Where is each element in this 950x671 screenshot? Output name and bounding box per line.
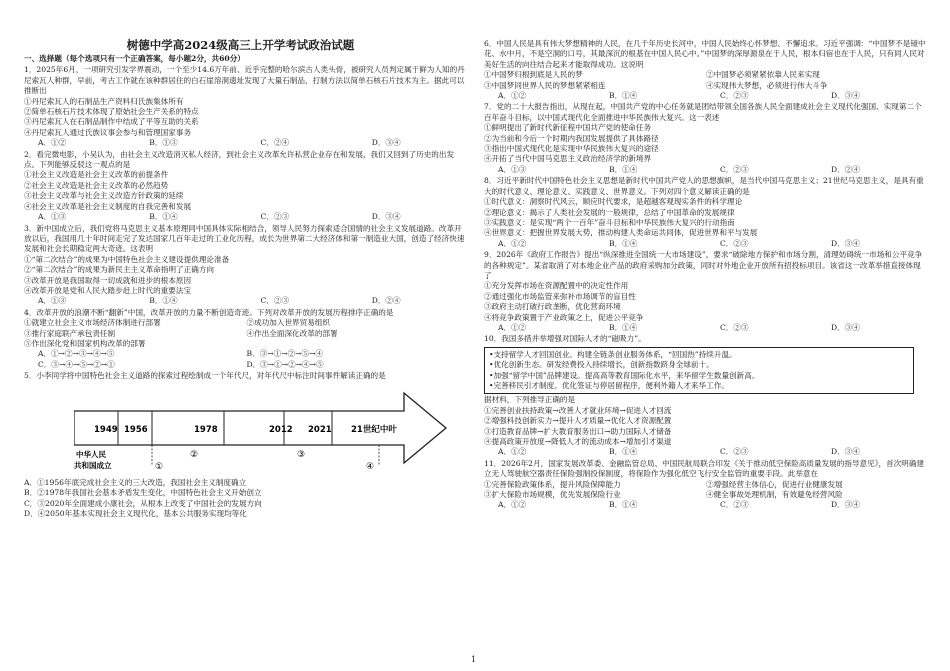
statement: ②为当前和今后一个时期内我国发展提供了具体路径	[484, 133, 659, 143]
statement: ③实践意义：是实现“两个一百年”奋斗目标和中华民族伟大复兴的行动指南	[484, 217, 735, 227]
option-d: D．③④	[831, 238, 860, 248]
option-b: B．①④	[609, 238, 638, 248]
answer-options	[484, 91, 928, 101]
option-d: D．③④	[831, 500, 860, 510]
statement: ①完善保险政策体系，提升风险保障能力	[484, 479, 621, 489]
question-stem: 3．新中国成立后，我们党将马克思主义基本原理同中国具体实际相结合，领导人民努力探索适合国情的社会主义发展道路。改革开放以后，我国用几十年时间走完了发达国家几百年走过的工业化历程，成长为世界第二大经济体和第一制造业大国，创造了经济快速发展和社会长期稳定两大奇迹。这表明	[24, 223, 465, 254]
timeline-year: 21世纪中叶	[351, 424, 397, 435]
question-4	[24, 308, 469, 370]
answer-options	[484, 500, 928, 510]
statement: ④丹尼索瓦人通过氏族议事会参与和管理国家事务	[24, 127, 192, 137]
statement: ②通过强化市场监管来弥补市场调节的盲目性	[484, 291, 636, 301]
timeline-year: 1956	[124, 424, 148, 435]
timeline-year: 2021	[308, 424, 332, 435]
statement: ③推行家庭联产承包责任制	[24, 328, 116, 338]
option-a: A．①②	[498, 500, 527, 510]
statement-grid	[24, 318, 469, 339]
option-c: C．②③	[720, 500, 749, 510]
answer-option: B．②1978年我国社会基本矛盾发生变化，中国特色社会主义开始创立	[24, 488, 262, 498]
option-d: D．③→①→②→④→⑤	[246, 359, 324, 369]
answer-options	[24, 349, 469, 370]
material-item: •支持留学人才回国创业。构建全链条创业服务体系，“回国热”持续升温。	[489, 349, 737, 359]
option-c: C．②③	[260, 296, 290, 306]
timeline-marker: ④	[366, 461, 375, 472]
option-b: B．①④	[149, 212, 178, 222]
question-3	[24, 224, 469, 307]
statement: ①完善创业扶持政策→改善人才就业环境→促进人才回流	[484, 405, 672, 415]
option-d: D．③④	[371, 212, 401, 222]
section-heading: 一、选择题（每个选项只有一个正确答案，每小题2分，共60分）	[24, 54, 245, 63]
material-box	[484, 347, 914, 395]
question-stem: 11．2026年2月，国家发展改革委、金融监管总局、中国民航局联合印发《关于推动低空保险高质量发展的指导意见》，首次明确建立无人驾驶航空器责任保险强制投保制度，将保险作为强化低空飞行安全监管的重要手段。此举意在	[484, 458, 925, 479]
option-b: B．①④	[609, 500, 638, 510]
option-b: B．①④	[609, 91, 638, 101]
statement: ③政府主动打破行政垄断，优化营商环境	[484, 302, 621, 312]
statement: ①时代意义：洞察时代风云，顺应时代要求，是超越客观现实条件的科学理论	[484, 197, 743, 207]
statement: ③指出中国式现代化是实现中华民族伟大复兴的途径	[484, 144, 659, 154]
timeline-diagram	[74, 385, 474, 473]
answer-options	[484, 165, 928, 175]
option-b: B．①④	[609, 447, 638, 457]
timeline-marker: ①	[155, 461, 164, 472]
statement: ④改革开放是党和人民大踏步赶上时代的重要法宝	[24, 285, 192, 295]
question-5	[24, 371, 469, 519]
timeline-marker: ②	[190, 449, 199, 460]
option-c: C．②③	[260, 212, 290, 222]
answer-options	[24, 296, 469, 306]
question-lead: 据材料，下列推导正确的是	[484, 395, 576, 405]
statement: ①鲜明提出了新时代新征程中国共产党的使命任务	[484, 123, 652, 133]
option-c: C．②③	[720, 238, 749, 248]
option-c: C．②③	[720, 447, 749, 457]
page-number: 1	[471, 655, 477, 664]
question-1	[24, 65, 469, 148]
statement: ②“第二次结合”的成果为新民主主义革命指明了正确方向	[24, 265, 215, 275]
material-item: •优化创新生态。研发经费投入持续增长，创新指数跻身全球前十。	[489, 360, 714, 370]
option-d: D．③④	[831, 447, 860, 457]
answer-options	[484, 239, 928, 249]
question-stem: 9．2026年《政府工作报告》提出“纵深推进全国统一大市场建设”，要求“破除地方保护和市场分割，清理妨碍统一市场和公平竞争的各种规定”。某省取消了对本地企业产品的政府采购加分政策，同时对外地企业开放所有招投标项目。该省这一改革举措直接体现了	[484, 250, 923, 280]
option-b: B．①④	[609, 322, 638, 332]
statement: ④开拓了当代中国马克思主义政治经济学的新境界	[484, 154, 652, 164]
option-a: A．①②	[498, 91, 527, 101]
option-a: A．①③	[498, 164, 527, 174]
timeline-year: 1978	[194, 424, 218, 435]
statement: ③中国梦同世界人民的梦想紧紧相连	[484, 80, 606, 90]
statement: ②理论意义：揭示了人类社会发展的一般规律，总结了中国革命的发展规律	[484, 207, 735, 217]
statement: ④将竞争政策置于产业政策之上，促进公平竞争	[484, 312, 644, 322]
statement: ②简单石核石片技术体现了原始社会生产关系的特点	[24, 107, 199, 117]
timeline-year: 2012	[269, 424, 293, 435]
option-c: C．②④	[260, 138, 290, 148]
question-stem: 1．2025年6月，一项研究引发学界震动，一个至少14.6万年前、近乎完整的哈尔滨古人类头骨，被研究人员判定属于鲜为人知的丹尼索瓦人种群，早前，考古工作就在该种群居住的白石崖溶洞遗址发现了大量石制品，打制方法以简单石核石片技术为主。据此可以推断出	[24, 65, 465, 96]
page-title: 树德中学高2024级高三上开学考试政治试题	[126, 38, 355, 52]
option-c: C．②③	[720, 164, 749, 174]
option-d: D．③④	[831, 322, 860, 332]
statement: ③扩大保险市场规模，优先发展保险行业	[484, 490, 621, 500]
answer-option: A．①1956年底完成社会主义的三大改造，我国社会主义制度确立	[24, 478, 247, 487]
statement: ④作出全面深化改革的部署	[246, 328, 338, 338]
option-a: A．①②	[498, 447, 527, 457]
statement-grid	[484, 480, 928, 501]
option-b: B．①③	[149, 138, 178, 148]
founding-label-line1: 中华人民	[76, 449, 106, 459]
statement: ①社会主义改造是社会主义改革的前提条件	[24, 170, 169, 180]
option-c: C．②③	[720, 91, 749, 101]
statement: ④社会主义改革是社会主义制度的自我完善和发展	[24, 201, 192, 211]
option-a: A．①②	[498, 238, 527, 248]
option-a: A．①③	[38, 296, 67, 306]
material-item: •完善移民引才制度。优化签证与停居留程序，便利外籍人才来华工作。	[489, 381, 729, 390]
statement: ③社会主义改革与社会主义改造方针政策的延续	[24, 191, 184, 201]
statement: ①中国梦归根到底是人民的梦	[484, 70, 583, 80]
question-11	[484, 459, 928, 511]
answer-options	[484, 447, 928, 457]
statement: ④提高政策开放度→降低人才的流动成本→增加引才渠道	[484, 437, 672, 447]
statement: ⑤作出深化党和国家机构改革的部署	[24, 338, 146, 348]
question-stem: 7．党的二十大报告指出，从现在起，中国共产党的中心任务就是团结带领全国各族人民全面建成社会主义现代化强国、实现第二个百年奋斗目标，以中国式现代化全面推进中华民族伟大复兴。这一表述	[484, 102, 922, 122]
statement: ②增强科技创新实力→提升人才质量→优化人才资源配置	[484, 416, 672, 426]
question-6	[484, 39, 928, 101]
option-d: D．②④	[371, 296, 401, 306]
option-b: B．①④	[149, 296, 178, 306]
answer-options	[24, 138, 469, 148]
statement: ①丹尼索瓦人的石制品生产资料归氏族集体所有	[24, 96, 184, 106]
statement: ①“第二次结合”的成果为中国特色社会主义建设提供理论准备	[24, 254, 230, 264]
material-item: •加强“留学中国”品牌建设。提高高等教育国际化水平，来华留学生数量创新高。	[489, 370, 760, 380]
statement: ①就建立社会主义市场经济体制进行部署	[24, 318, 161, 328]
question-stem: 4．改革开放的浪潮不断“翻新”中国，改革开放的力量不断创造奇迹。下列对改革开放的发展历程排序正确的是	[24, 307, 394, 317]
statement: ②社会主义改造是社会主义改革的必然趋势	[24, 180, 169, 190]
timeline-marker: ③	[297, 449, 306, 460]
option-a: A．①②	[498, 322, 527, 332]
statement-grid	[484, 70, 928, 91]
option-a: A．①②	[38, 138, 67, 148]
option-d: D．③④	[371, 138, 401, 148]
statement: ②增强经营主体信心，促进行业健康发展	[706, 479, 843, 489]
right-column	[484, 0, 928, 511]
question-stem: 6．中国人民是具有伟大梦想精神的人民，在几千年历史长河中，中国人民始终心怀梦想、不懈追求。习近平强调：“中国梦不是镜中花、水中月，不是空洞的口号，其最深沉的根基在中国人民心中。”中国梦的深厚源泉在于人民，根本归宿也在于人民，只有同人民对美好生活的向往结合起来才能取得成功。这说明	[484, 39, 926, 69]
statement: ①充分发挥市场在资源配置中的决定性作用	[484, 281, 629, 291]
option-d: D．②④	[831, 164, 860, 174]
statement: ②中国梦必须紧紧依靠人民来实现	[706, 70, 820, 80]
option-c: C．②③	[720, 322, 749, 332]
statement: ③打造教育品牌→扩大教育服务出口→助力国际人才储备	[484, 426, 672, 436]
option-d: D．③④	[831, 91, 860, 101]
question-stem: 2．看完微电影，小吴认为，由社会主义改造消灭私人经济，到社会主义改革允许私营企业存在和发展，我们又回到了历史的出发点。下列能够反驳这一观点的是	[24, 149, 455, 170]
answer-option: C．③2020年全面建成小康社会，从根本上改变了中国社会的发展方向	[24, 498, 262, 508]
question-7	[484, 102, 928, 175]
question-10	[484, 334, 928, 457]
statement: ③丹尼索瓦人在石制品制作中结成了平等互助的关系	[24, 117, 199, 127]
question-stem: 10．我国多措并举增强对国际人才的“磁吸力”。	[484, 334, 646, 344]
question-2	[24, 150, 469, 223]
founding-label-line2: 共和国成立	[74, 460, 112, 470]
question-8	[484, 176, 928, 249]
statement: ④健全事故处理机制，有效避免经营风险	[706, 490, 843, 500]
statement: ②成功加入世界贸易组织	[246, 318, 331, 328]
question-9	[484, 250, 928, 333]
question-stem: 8．习近平新时代中国特色社会主义思想是新时代中国共产党人的思想旗帜，是当代中国马克思主义；21世纪马克思主义，是具有重大的时代意义、理论意义、实践意义、世界意义。下列对四个意义解读正确的是	[484, 176, 924, 196]
answer-options	[24, 212, 469, 222]
question-stem: 5．小李同学将中国特色社会主义道路的探索过程绘制成一个年代尺，对年代尺中标注时间事件解读正确的是	[24, 371, 386, 381]
answer-option: D．④2050年基本实现社会主义现代化，基本公共服务实现均等化	[24, 509, 247, 519]
option-a: A．①→②→③→④→⑤	[38, 349, 115, 359]
option-b: B．③→①→②→⑤→④	[246, 349, 324, 359]
timeline-year: 1949	[94, 424, 118, 435]
statement: ④世界意义：把握世界发展大势，推动构建人类命运共同体，促进世界和平与发展	[484, 228, 758, 238]
statement: ④实现伟大梦想，必须进行伟大斗争	[706, 80, 828, 90]
statement: ③改革开放是我国取得一切成就和进步的根本原因	[24, 275, 192, 285]
answer-options	[484, 323, 928, 333]
option-c: C．③→④→⑤→②→①	[38, 359, 115, 369]
option-a: A．①③	[38, 212, 67, 222]
left-column	[24, 0, 469, 520]
option-b: B．①④	[609, 164, 638, 174]
